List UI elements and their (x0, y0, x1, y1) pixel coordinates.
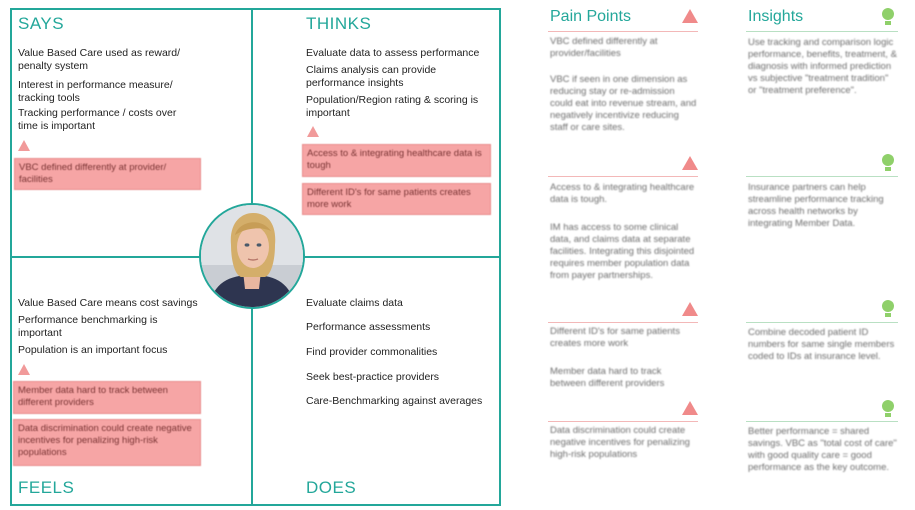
warning-icon (682, 156, 698, 170)
feels-note-2: Data discrimination could create negative incentives for penalizing high-risk populations (13, 419, 201, 466)
does-title: DOES (306, 478, 357, 497)
insight-2: Insurance partners can help streamline performance tracking across health networks by integrating Member Data. (748, 182, 884, 229)
warning-icon (682, 401, 698, 415)
insight-4: Better performance = shared savings. VBC as "total cost of care" with good quality care = good performance as the key outcome. (748, 426, 897, 473)
insights-divider (746, 31, 898, 32)
thinks-item-1: Evaluate data to assess performance (306, 47, 480, 59)
warning-icon (682, 9, 698, 23)
says-item-1: Value Based Care used as reward/ penalty system (18, 47, 181, 72)
does-item-3: Find provider commonalities (306, 346, 438, 358)
insight-1: Use tracking and comparison logic performance, benefits, treatment, & diagnosis with informed prediction vs subjective "treatment tradition" or "treatment preference". (748, 37, 897, 96)
feels-item-2: Performance benchmarking is important (18, 314, 158, 339)
feels-title: FEELS (18, 478, 75, 497)
insight-3: Combine decoded patient ID numbers for same single members coded to IDs at insurance level. (748, 327, 895, 362)
pain-point-6: Member data hard to track between different providers (550, 366, 665, 389)
does-item-5: Care-Benchmarking against averages (306, 395, 483, 407)
thinks-note-2: Different ID's for same patients creates more work (302, 183, 491, 215)
pain-point-4: IM has access to some clinical data, and claims data at separate facilities. Integrating this disjointed requires member population data from payer partnerships. (550, 222, 695, 281)
lightbulb-icon (882, 8, 894, 25)
pain-point-7: Data discrimination could create negative incentives for penalizing high-risk populations (550, 425, 690, 460)
feels-item-3: Population is an important focus (18, 344, 168, 356)
pain-points-divider (548, 176, 698, 177)
pain-points-divider (548, 322, 698, 323)
insights-divider (746, 322, 898, 323)
does-item-4: Seek best-practice providers (306, 371, 440, 383)
pain-points-divider (548, 31, 698, 32)
warning-icon (682, 302, 698, 316)
warning-icon (307, 126, 319, 137)
says-item-3: Tracking performance / costs over time is important (18, 107, 177, 132)
pain-points-divider (548, 421, 698, 422)
says-item-2: Interest in performance measure/ tracking tools (18, 79, 173, 104)
pain-point-5: Different ID's for same patients creates more work (550, 326, 680, 349)
warning-icon (18, 140, 30, 151)
lightbulb-icon (882, 300, 894, 317)
insights-divider (746, 176, 898, 177)
thinks-note-1: Access to & integrating healthcare data is tough (302, 144, 491, 177)
persona-photo (201, 205, 303, 307)
pain-points-title: Pain Points (550, 8, 631, 25)
pain-point-1: VBC defined differently at provider/facilities (550, 36, 658, 59)
thinks-item-2: Claims analysis can provide performance insights (306, 64, 437, 89)
thinks-item-3: Population/Region rating & scoring is important (306, 94, 479, 119)
says-title: SAYS (18, 14, 65, 33)
thinks-title: THINKS (306, 14, 372, 33)
avatar (199, 203, 305, 309)
pain-point-2: VBC if seen in one dimension as reducing stay or re-admission could eat into revenue stream, and negatively incentivize reducing staff or care sites. (550, 74, 697, 133)
lightbulb-icon (882, 400, 894, 417)
lightbulb-icon (882, 154, 894, 171)
does-item-1: Evaluate claims data (306, 297, 403, 309)
feels-note-1: Member data hard to track between different providers (13, 381, 201, 414)
feels-item-1: Value Based Care means cost savings (18, 297, 198, 309)
insights-title: Insights (748, 8, 804, 25)
warning-icon (18, 364, 30, 375)
does-item-2: Performance assessments (306, 321, 431, 333)
pain-point-3: Access to & integrating healthcare data is tough. (550, 182, 695, 205)
insights-divider (746, 421, 898, 422)
says-note-1: VBC defined differently at provider/ facilities (14, 158, 201, 190)
